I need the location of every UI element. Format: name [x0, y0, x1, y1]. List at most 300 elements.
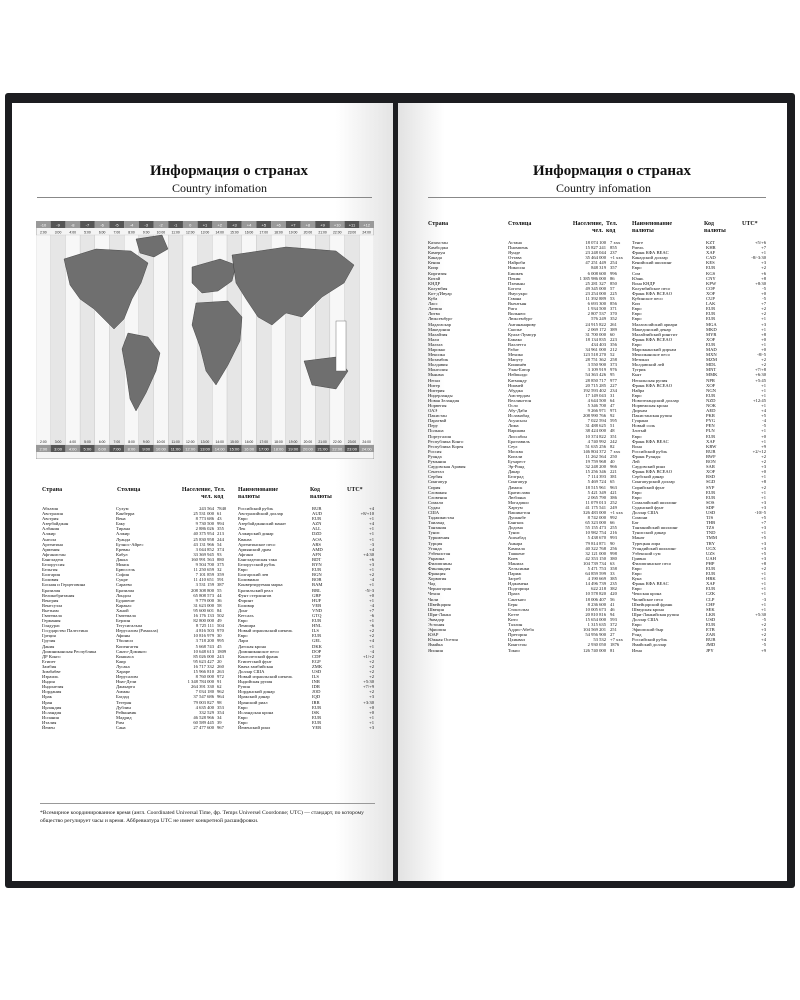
- cell-population: 15 966 810: [193, 669, 214, 674]
- cell-phone-code: 972: [217, 674, 224, 680]
- local-time-label: 10:00: [156, 230, 166, 235]
- cell-currency-name: Франк КФА BEAC: [632, 438, 669, 444]
- cell-currency-code: BOB: [312, 577, 322, 583]
- cell-phone-code: 40: [610, 459, 615, 465]
- cell-country: Ангола: [42, 536, 57, 542]
- cell-currency-code: SAR: [706, 464, 715, 470]
- cell-currency-code: COP: [706, 285, 715, 291]
- local-time-label: 9:00: [142, 230, 150, 235]
- cell-country: Дания: [42, 643, 55, 649]
- cell-utc: +5: [761, 535, 766, 541]
- cell-currency-name: Евро: [632, 392, 642, 398]
- cell-utc: +1: [761, 571, 766, 577]
- cell-capital: Пекин: [508, 275, 521, 281]
- cell-currency-name: Канадский доллар: [632, 255, 668, 261]
- cell-utc: +1: [369, 516, 374, 522]
- cell-currency-code: XOF: [706, 336, 716, 342]
- cell-currency-name: Евро: [238, 618, 248, 624]
- cell-phone-code: 356: [610, 341, 617, 347]
- cell-currency-name: Армянский драм: [238, 546, 271, 552]
- cell-population: 2 930 050: [587, 642, 606, 648]
- cell-population: 848 319: [591, 265, 606, 271]
- utc-offset-label: +11: [348, 222, 356, 228]
- utc-offset-label: -5: [115, 222, 119, 228]
- cell-country: Чад: [428, 581, 436, 587]
- cell-utc: -4: [370, 602, 374, 608]
- cell-utc: +1: [761, 341, 766, 347]
- cell-country: Саудовская Аравия: [428, 464, 466, 470]
- cell-capital: Сантьяго: [508, 596, 526, 602]
- cell-population: 9 266 971: [587, 408, 606, 414]
- cell-utc: +3: [369, 562, 374, 568]
- cell-utc: +1: [761, 387, 766, 393]
- cell-phone-code: 263: [217, 669, 224, 674]
- cell-phone-code: 386: [610, 494, 617, 500]
- cell-population: 7 101 859: [195, 572, 214, 578]
- local-time-label: 6:00: [98, 230, 106, 235]
- cell-utc: +5: [761, 550, 766, 556]
- cell-phone-code: 235: [610, 581, 617, 587]
- cell-currency-code: EUR: [706, 494, 716, 500]
- cell-currency-name: Пакистанская рупия: [632, 413, 672, 419]
- cell-utc: +0: [761, 346, 766, 352]
- cell-phone-code: 7840: [217, 506, 227, 511]
- cell-utc: -5: [762, 642, 766, 648]
- cell-capital: Котте: [508, 611, 520, 617]
- cell-utc: +8:30: [755, 280, 766, 286]
- local-time-label: 18:00: [274, 440, 283, 444]
- cell-country: Индия: [42, 679, 55, 685]
- cell-currency-code: MNT: [706, 367, 717, 373]
- local-time-label: 23:00: [347, 230, 357, 235]
- cell-capital: Лусака: [116, 663, 130, 669]
- cell-currency-name: Колумбийское песо: [632, 285, 671, 291]
- cell-population: 1 315 635: [587, 622, 606, 628]
- cell-capital: Рейкьявик: [116, 709, 137, 715]
- cell-capital: Бангкок: [508, 520, 524, 526]
- cell-currency-code: CAD: [706, 255, 716, 261]
- cell-utc: +2: [369, 674, 374, 680]
- local-time-label: 20:00: [303, 230, 313, 235]
- cell-currency-code: MAD: [706, 346, 717, 352]
- utc-offset-label: 5:00: [83, 446, 92, 452]
- cell-population: 65 323 000: [585, 520, 606, 526]
- cell-currency-name: Доллар США: [632, 509, 659, 515]
- cell-capital: Вена: [116, 516, 126, 522]
- cell-currency-name: Сирийский фунт: [632, 484, 665, 490]
- utc-offset-label: -4: [129, 222, 134, 228]
- cell-currency-name: Евро: [632, 265, 642, 271]
- cell-population: 192 593 402: [583, 387, 606, 393]
- cell-capital: Манила: [508, 560, 524, 566]
- cell-utc: +0: [369, 704, 374, 710]
- cell-population: 53 532: [593, 637, 606, 643]
- cell-population: 41 175 541: [585, 504, 606, 510]
- local-time-label: 13:00: [200, 230, 210, 235]
- local-time-label: 23:00: [347, 440, 357, 444]
- local-time-label: 11:00: [171, 440, 180, 444]
- cell-currency-name: Исландская крона: [238, 709, 274, 715]
- cell-utc: +7: [761, 301, 766, 307]
- col-phone-code: Тел. код: [214, 487, 226, 500]
- cell-capital: Никосия: [508, 265, 525, 271]
- col-currency-code: Код валюты: [310, 487, 332, 500]
- cell-country: Германия: [42, 618, 61, 624]
- cell-phone-code: 54: [217, 541, 222, 547]
- cell-currency-code: KRW: [706, 443, 717, 449]
- cell-capital: Валлетта: [508, 341, 526, 347]
- cell-capital: Сеул: [508, 443, 518, 449]
- cell-phone-code: 84: [217, 607, 222, 613]
- cell-currency-name: Франк КФА BCEAO: [632, 382, 673, 388]
- cell-currency-name: Македонский денар: [632, 326, 671, 332]
- cell-population: 6 008 600: [587, 270, 606, 276]
- cell-country: Нигерия: [428, 387, 445, 393]
- cell-capital: Дамаск: [508, 484, 523, 490]
- cell-country: Хорватия: [428, 576, 447, 582]
- cell-currency-name: Лей: [632, 459, 640, 465]
- cell-phone-code: 48: [610, 428, 615, 434]
- cell-currency-code: USD: [706, 509, 716, 515]
- cell-country: Новая Зеландия: [428, 397, 460, 403]
- cell-phone-code: 856: [610, 301, 617, 307]
- cell-capital: Ашхабад: [508, 535, 526, 541]
- cell-phone-code: 234: [610, 387, 617, 393]
- cell-population: 11 250 659: [193, 567, 214, 573]
- cell-capital: Хартум: [508, 504, 523, 510]
- cell-population: 65 808 573: [193, 592, 214, 598]
- cell-currency-code: PHP: [706, 560, 715, 566]
- cell-currency-code: EGP: [312, 658, 321, 664]
- cell-currency-name: Эфиопский быр: [632, 627, 664, 633]
- cell-population: 9 779 000: [195, 597, 214, 603]
- cell-capital: Ташкент: [508, 550, 525, 556]
- cell-country: Мали: [428, 336, 439, 342]
- cell-currency-code: NZD: [706, 397, 716, 403]
- cell-country: Республика Конго: [428, 438, 464, 444]
- cell-currency-name: Молдавский лей: [632, 362, 665, 368]
- col-currency-code: Код валюты: [704, 221, 726, 234]
- cell-phone-code: 225: [610, 290, 617, 296]
- time-zone-band: [168, 235, 183, 445]
- cell-utc: -5: [762, 616, 766, 622]
- cell-utc: +8/+10: [360, 511, 374, 517]
- cell-currency-code: NPR: [706, 377, 715, 383]
- cell-phone-code: 1876: [610, 642, 620, 648]
- cell-currency-code: AOA: [312, 536, 322, 542]
- col-utc: UTC*: [347, 487, 363, 493]
- cell-currency-name: Ямайский доллар: [632, 642, 667, 648]
- cell-phone-code: 380: [610, 555, 617, 561]
- cell-utc: +1: [369, 719, 374, 725]
- cell-country: Сербия: [428, 474, 443, 480]
- col-currency-name: Наименование валюты: [238, 487, 278, 500]
- local-time-label: 13:00: [200, 440, 210, 444]
- cell-country: Вьетнам: [42, 607, 59, 613]
- local-time-label: 19:00: [288, 440, 298, 444]
- cell-capital: Ямусукро: [508, 290, 528, 296]
- cell-capital: Эр-Рияд: [508, 464, 525, 470]
- cell-utc: -5/-3: [365, 587, 374, 593]
- cell-country: Исландия: [42, 709, 62, 715]
- cell-capital: Токио: [508, 647, 520, 653]
- cell-capital: Иерусалим (Рамалла): [116, 628, 159, 634]
- cell-currency-code: EUR: [706, 622, 716, 628]
- cell-utc: +3: [761, 321, 766, 327]
- cell-currency-name: Филиппинское песо: [632, 560, 672, 566]
- cell-currency-name: Кьят: [632, 372, 642, 378]
- cell-currency-code: CDF: [312, 653, 321, 659]
- cell-country: Бразилия: [42, 587, 61, 593]
- cell-population: 208 308 800: [191, 587, 214, 593]
- cell-utc: -4: [762, 418, 766, 424]
- cell-currency-name: Гривна: [632, 555, 646, 561]
- cell-country: Мальта: [428, 341, 443, 347]
- cell-currency-code: RUB: [706, 448, 716, 454]
- cell-population: 60 589 445: [193, 719, 214, 725]
- cell-country: Эквадор: [428, 616, 445, 622]
- cell-currency-name: Евро: [632, 341, 642, 347]
- col-capital: Столица: [508, 221, 532, 227]
- cell-currency-name: Евро: [632, 622, 642, 628]
- cell-phone-code: 27: [610, 632, 615, 638]
- cell-utc: +2/+12: [752, 448, 766, 454]
- cell-currency-name: Кенийский шиллинг: [632, 260, 673, 266]
- cell-country: Венесуэла: [42, 602, 63, 608]
- cell-country: Парагвай: [428, 418, 447, 424]
- cell-currency-name: Угандийский шиллинг: [632, 545, 677, 551]
- cell-currency-code: TJS: [706, 515, 714, 521]
- cell-capital: Нью-Дели: [116, 679, 137, 685]
- cell-country: Марокко: [428, 346, 446, 352]
- cell-country: Таиланд: [428, 520, 445, 526]
- cell-currency-code: CHF: [706, 601, 715, 607]
- utc-offset-label: +5: [261, 222, 267, 228]
- cell-population: 4 190 669: [587, 576, 606, 582]
- cell-capital: Аддис-Абеба: [508, 627, 534, 633]
- utc-offset-label: -3: [144, 222, 148, 228]
- cell-utc: +1: [761, 601, 766, 607]
- cell-phone-code: 249: [610, 504, 617, 510]
- cell-currency-code: EUR: [706, 306, 716, 312]
- time-zone-band: [51, 235, 66, 445]
- cell-currency-code: SYP: [706, 484, 715, 490]
- local-time-label: 6:00: [98, 440, 106, 444]
- cell-currency-name: Лек: [238, 526, 246, 532]
- cell-country: Китай: [428, 275, 441, 281]
- cell-utc: -8/-3:30: [751, 255, 766, 261]
- local-time-label: 22:00: [333, 230, 342, 235]
- cell-capital: Варшава: [508, 428, 526, 434]
- cell-phone-code: 93: [217, 551, 222, 557]
- cell-country: Литва: [428, 311, 440, 317]
- cell-currency-name: Саудовский риял: [632, 464, 666, 470]
- cell-country: Канада: [428, 255, 442, 261]
- cell-currency-code: MZM: [706, 357, 717, 363]
- cell-currency-code: EUR: [706, 571, 716, 577]
- cell-country: Австрия: [42, 516, 59, 522]
- cell-capital: Браззавиль: [508, 438, 530, 444]
- cell-currency-name: Франк КФА BEAC: [632, 581, 669, 587]
- cell-currency-code: XOF: [706, 290, 716, 296]
- utc-offset-label: 3:00: [54, 446, 62, 452]
- cell-utc: +7/+8: [754, 367, 766, 373]
- cell-phone-code: 60: [610, 331, 615, 337]
- utc-offset-label: 23:00: [346, 446, 357, 452]
- page-title: Информация о странах: [150, 163, 309, 179]
- cell-currency-code: KPW: [706, 280, 717, 286]
- cell-capital: Бразилиа: [116, 587, 135, 593]
- cell-phone-code: 244: [217, 536, 224, 542]
- cell-population: 160 991 563: [191, 556, 214, 562]
- cell-utc: +3: [761, 464, 766, 470]
- cell-currency-name: Новый соль: [632, 423, 656, 429]
- cell-utc: +1: [761, 382, 766, 388]
- local-time-label: 17:00: [259, 440, 269, 444]
- utc-offset-label: 10:00: [155, 446, 166, 452]
- cell-utc: +8: [761, 331, 766, 337]
- cell-country: Албания: [42, 526, 60, 532]
- cell-population: 3 550 900: [587, 362, 606, 368]
- cell-capital: Москва: [508, 448, 523, 454]
- cell-utc: -3: [370, 541, 374, 547]
- cell-country: Камбоджа: [428, 245, 449, 251]
- cell-country: Молдавия: [428, 362, 448, 368]
- cell-capital: Абу-Даби: [508, 408, 528, 414]
- cell-phone-code: 420: [610, 591, 617, 597]
- cell-currency-name: Малайзийский ринггит: [632, 331, 678, 337]
- cell-phone-code: 52: [610, 352, 615, 358]
- cell-phone-code: 389: [610, 326, 617, 332]
- cell-capital: Кигали: [508, 453, 523, 459]
- cell-currency-code: LAK: [706, 301, 716, 307]
- cell-population: 7 022 594: [587, 418, 606, 424]
- utc-offset-label: -7: [85, 222, 90, 228]
- cell-capital: Кабул: [116, 551, 128, 557]
- cell-utc: +1: [761, 316, 766, 322]
- cell-utc: +1: [369, 597, 374, 603]
- cell-phone-code: 49: [217, 618, 222, 624]
- cell-capital: Антананариву: [508, 321, 536, 327]
- cell-utc: +1: [761, 576, 766, 582]
- cell-phone-code: 372: [610, 622, 617, 628]
- cell-country: Боливия: [42, 577, 59, 583]
- cell-population: 126 740 000: [583, 647, 606, 653]
- cell-currency-code: BGN: [312, 572, 322, 578]
- cell-country: Чили: [428, 596, 439, 602]
- cell-capital: Таллин: [508, 622, 523, 628]
- utc-offset-label: -1: [173, 222, 178, 228]
- cell-population: 5 471 753: [587, 566, 606, 571]
- utc-offset-label: 17:00: [258, 446, 269, 452]
- cell-currency-name: Кубинское песо: [632, 296, 663, 302]
- cell-utc: +1: [761, 392, 766, 398]
- cell-phone-code: 90: [610, 540, 615, 546]
- cell-utc: +3: [369, 694, 374, 700]
- local-time-label: 12:00: [186, 440, 195, 444]
- cell-country: Республика Корея: [428, 443, 464, 449]
- cell-population: 16 176 133: [193, 612, 214, 618]
- cell-country: Южная Осетия: [428, 637, 458, 643]
- cell-currency-code: ARS: [312, 541, 321, 547]
- utc-offset-label: 12:00: [185, 446, 196, 452]
- cell-population: 54 363 426: [585, 372, 606, 378]
- cell-currency-name: Фунт стерлингов: [238, 592, 272, 598]
- cell-capital: Копенгаген: [116, 643, 139, 649]
- cell-population: 82 800 000: [193, 618, 214, 624]
- utc-offset-label: +7: [290, 222, 296, 228]
- cell-currency-code: BYN: [312, 562, 322, 568]
- cell-currency-name: Шведская крона: [632, 606, 664, 612]
- cell-phone-code: 421: [610, 489, 617, 495]
- cell-currency-code: EUR: [706, 341, 716, 347]
- cell-currency-code: EUR: [312, 633, 322, 639]
- cell-capital: Пхеньян: [508, 280, 525, 286]
- cell-utc: +0: [369, 709, 374, 715]
- cell-population: 34 961 000: [585, 346, 606, 352]
- cell-phone-code: 358: [610, 566, 617, 571]
- cell-currency-name: Евро: [632, 571, 642, 577]
- cell-utc: +5:30: [363, 679, 374, 685]
- cell-currency-name: Сомони: [632, 515, 648, 521]
- cell-currency-name: Доллар США: [238, 669, 265, 674]
- cell-currency-code: EUR: [312, 704, 322, 710]
- cell-country: Россия: [428, 448, 442, 454]
- cell-utc: -6: [370, 623, 374, 629]
- cell-population: 40 322 768: [585, 545, 606, 551]
- cell-utc: +0: [761, 336, 766, 342]
- cell-country: Мозамбик: [428, 357, 449, 363]
- cell-currency-name: Чешская крона: [632, 591, 662, 597]
- cell-currency-name: Юань: [632, 275, 644, 281]
- cell-currency-name: Кетсаль: [238, 612, 254, 618]
- cell-currency-name: Йеменский риал: [238, 725, 271, 731]
- cell-capital: Сараево: [116, 582, 132, 588]
- cell-capital: Веллингтон: [508, 397, 532, 403]
- cell-currency-code: EUR: [312, 567, 322, 573]
- cell-currency-name: Боливар: [238, 602, 255, 608]
- cell-utc: +9: [761, 647, 766, 653]
- cell-currency-name: Евро: [632, 433, 642, 439]
- cell-utc: +1: [761, 438, 766, 444]
- cell-currency-code: PLN: [706, 428, 715, 434]
- cell-utc: +2: [761, 453, 766, 459]
- cell-currency-name: Евро: [632, 494, 642, 500]
- cell-phone-code: +7 xxx: [610, 637, 623, 643]
- cell-population: 576 249: [591, 316, 606, 322]
- cell-population: 49 345 000: [585, 285, 606, 291]
- cell-currency-name: Суданский фунт: [632, 504, 664, 510]
- cell-currency-name: Иена: [632, 647, 642, 653]
- cell-phone-code: 30: [217, 633, 222, 639]
- cell-country: Гондурас: [42, 623, 61, 629]
- cell-utc: -5: [762, 285, 766, 291]
- cell-phone-code: 34: [217, 714, 222, 720]
- cell-utc: +1: [761, 606, 766, 612]
- cell-phone-code: 39: [217, 719, 222, 725]
- cell-capital: Абуджа: [508, 387, 523, 393]
- col-population: Население, чел.: [572, 221, 603, 234]
- cell-phone-code: 256: [610, 545, 617, 551]
- cell-phone-code: 353: [217, 704, 224, 710]
- cell-capital: Претория: [508, 632, 527, 638]
- cell-country: Португалия: [428, 433, 451, 439]
- cell-capital: Кишинёв: [508, 362, 527, 368]
- cell-capital: Стокгольм: [508, 606, 529, 612]
- cell-utc: -5: [762, 423, 766, 429]
- cell-capital: Дублин: [116, 704, 131, 710]
- cell-capital: Санто-Доминго: [116, 648, 147, 654]
